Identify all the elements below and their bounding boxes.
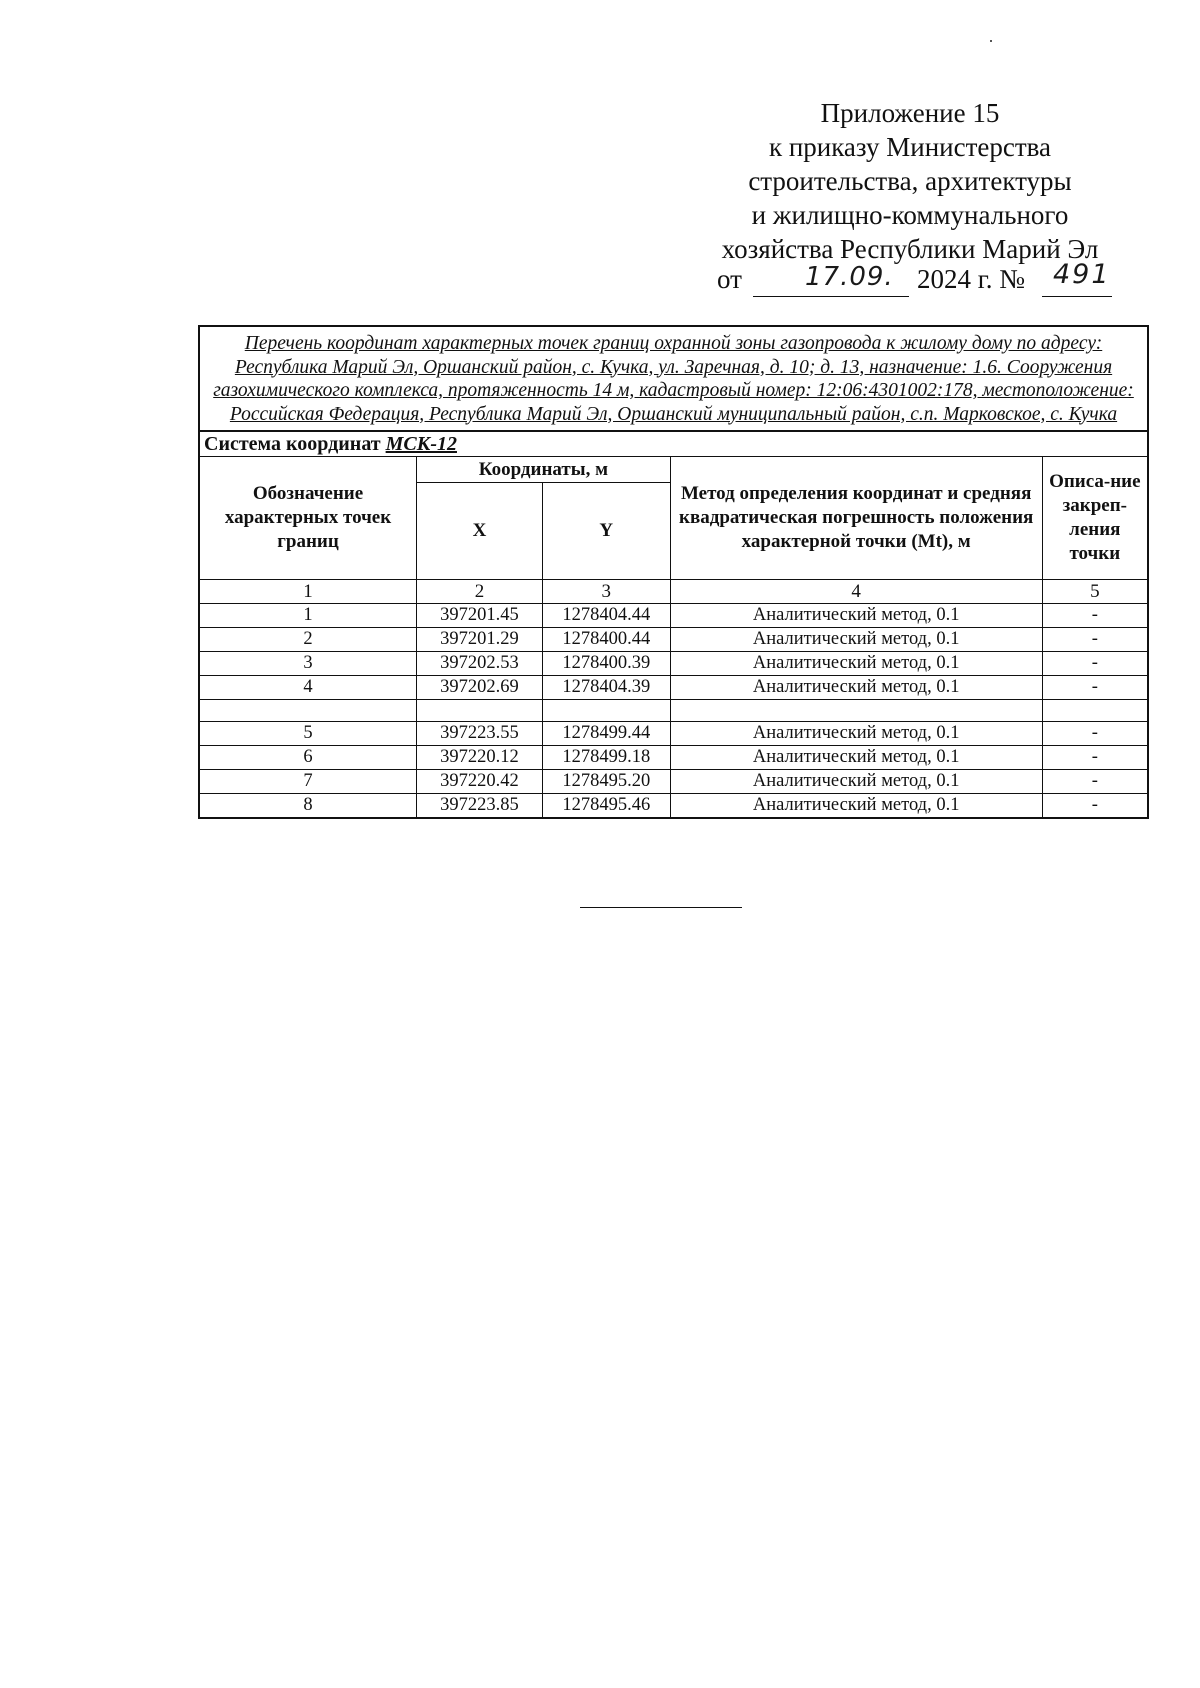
column-index: 2 <box>417 580 543 604</box>
method: Аналитический метод, 0.1 <box>670 676 1042 700</box>
coordinate-system-label: Система координат <box>204 432 381 455</box>
end-of-document-rule <box>580 907 742 908</box>
year-and-number-label: 2024 г. № <box>917 264 1026 294</box>
point-id: 8 <box>199 794 417 819</box>
coord-y: 1278499.18 <box>542 746 670 770</box>
method: Аналитический метод, 0.1 <box>670 794 1042 819</box>
description: - <box>1042 628 1148 652</box>
point-id: 7 <box>199 770 417 794</box>
appendix-line: к приказу Министерства <box>768 132 1052 162</box>
handwritten-number: 491 <box>1053 259 1111 290</box>
description: - <box>1042 770 1148 794</box>
table-row <box>199 794 1148 819</box>
appendix-line: хозяйства Республики Марий Эл <box>721 234 1099 264</box>
table-row <box>199 652 1148 676</box>
point-id: 3 <box>199 652 417 676</box>
description: - <box>1042 794 1148 819</box>
coordinate-system-row <box>199 431 1148 457</box>
order-date-line <box>717 259 1117 296</box>
table-row <box>199 628 1148 652</box>
table-row <box>199 604 1148 628</box>
table-row <box>199 722 1148 746</box>
header-y: Y <box>542 483 670 580</box>
point-id: 4 <box>199 676 417 700</box>
point-id: 6 <box>199 746 417 770</box>
coord-x: 397201.45 <box>417 604 543 628</box>
coord-x: 397220.12 <box>417 746 543 770</box>
table-title: Перечень координат характерных точек границ охранной зоны газопровода к жилому дому по адресу: Республика Марий Эл, Оршанский район, с. Кучка, ул. Заречная, д. 10; д. 13, назначение: 1.6. Сооружения газохимического комплекса, протяженность 14 м, кадастровый номер: 12:06:4301002:178, местоположение: Российская Федерация, Республика Марий Эл, Оршанский муниципальный район, с.п. Марковское, с. Кучка <box>199 326 1148 431</box>
table-row <box>199 746 1148 770</box>
group-separator-row <box>199 700 1148 722</box>
table-row <box>199 676 1148 700</box>
coord-x: 397202.53 <box>417 652 543 676</box>
appendix-line: и жилищно-коммунального <box>751 200 1069 230</box>
appendix-line: Приложение 15 <box>820 98 1000 128</box>
header-points: Обозначение характерных точек границ <box>199 457 417 580</box>
coord-x: 397223.85 <box>417 794 543 819</box>
coord-y: 1278400.39 <box>542 652 670 676</box>
description: - <box>1042 676 1148 700</box>
description: - <box>1042 722 1148 746</box>
coord-x: 397223.55 <box>417 722 543 746</box>
scan-speck <box>990 40 992 42</box>
coord-x: 397201.29 <box>417 628 543 652</box>
coord-y: 1278495.20 <box>542 770 670 794</box>
date-prefix: от <box>717 264 742 294</box>
coord-y: 1278495.46 <box>542 794 670 819</box>
point-id: 5 <box>199 722 417 746</box>
description: - <box>1042 746 1148 770</box>
header-x: X <box>417 483 543 580</box>
header-coordinates: Координаты, м <box>417 457 671 483</box>
coord-y: 1278404.39 <box>542 676 670 700</box>
method: Аналитический метод, 0.1 <box>670 746 1042 770</box>
method: Аналитический метод, 0.1 <box>670 652 1042 676</box>
coord-x: 397202.69 <box>417 676 543 700</box>
method: Аналитический метод, 0.1 <box>670 770 1042 794</box>
coord-y: 1278404.44 <box>542 604 670 628</box>
coord-x: 397220.42 <box>417 770 543 794</box>
method: Аналитический метод, 0.1 <box>670 604 1042 628</box>
description: - <box>1042 652 1148 676</box>
column-index: 3 <box>542 580 670 604</box>
column-index-row <box>199 580 1148 604</box>
point-id: 1 <box>199 604 417 628</box>
column-index: 1 <box>199 580 417 604</box>
point-id: 2 <box>199 628 417 652</box>
coord-y: 1278400.44 <box>542 628 670 652</box>
method: Аналитический метод, 0.1 <box>670 722 1042 746</box>
header-description: Описа-ние закреп-ления точки <box>1042 457 1148 580</box>
table-row <box>199 770 1148 794</box>
coordinates-table <box>198 325 1149 819</box>
coord-y: 1278499.44 <box>542 722 670 746</box>
column-index: 4 <box>670 580 1042 604</box>
appendix-line: строительства, архитектуры <box>748 166 1072 196</box>
handwritten-date: 17.09. <box>805 262 894 292</box>
header-method: Метод определения координат и средняя квадратическая погрешность положения характерной точки (Mt), м <box>670 457 1042 580</box>
column-index: 5 <box>1042 580 1148 604</box>
coordinate-system-name: МСК-12 <box>385 432 457 455</box>
method: Аналитический метод, 0.1 <box>670 628 1042 652</box>
appendix-header <box>700 96 1120 266</box>
description: - <box>1042 604 1148 628</box>
